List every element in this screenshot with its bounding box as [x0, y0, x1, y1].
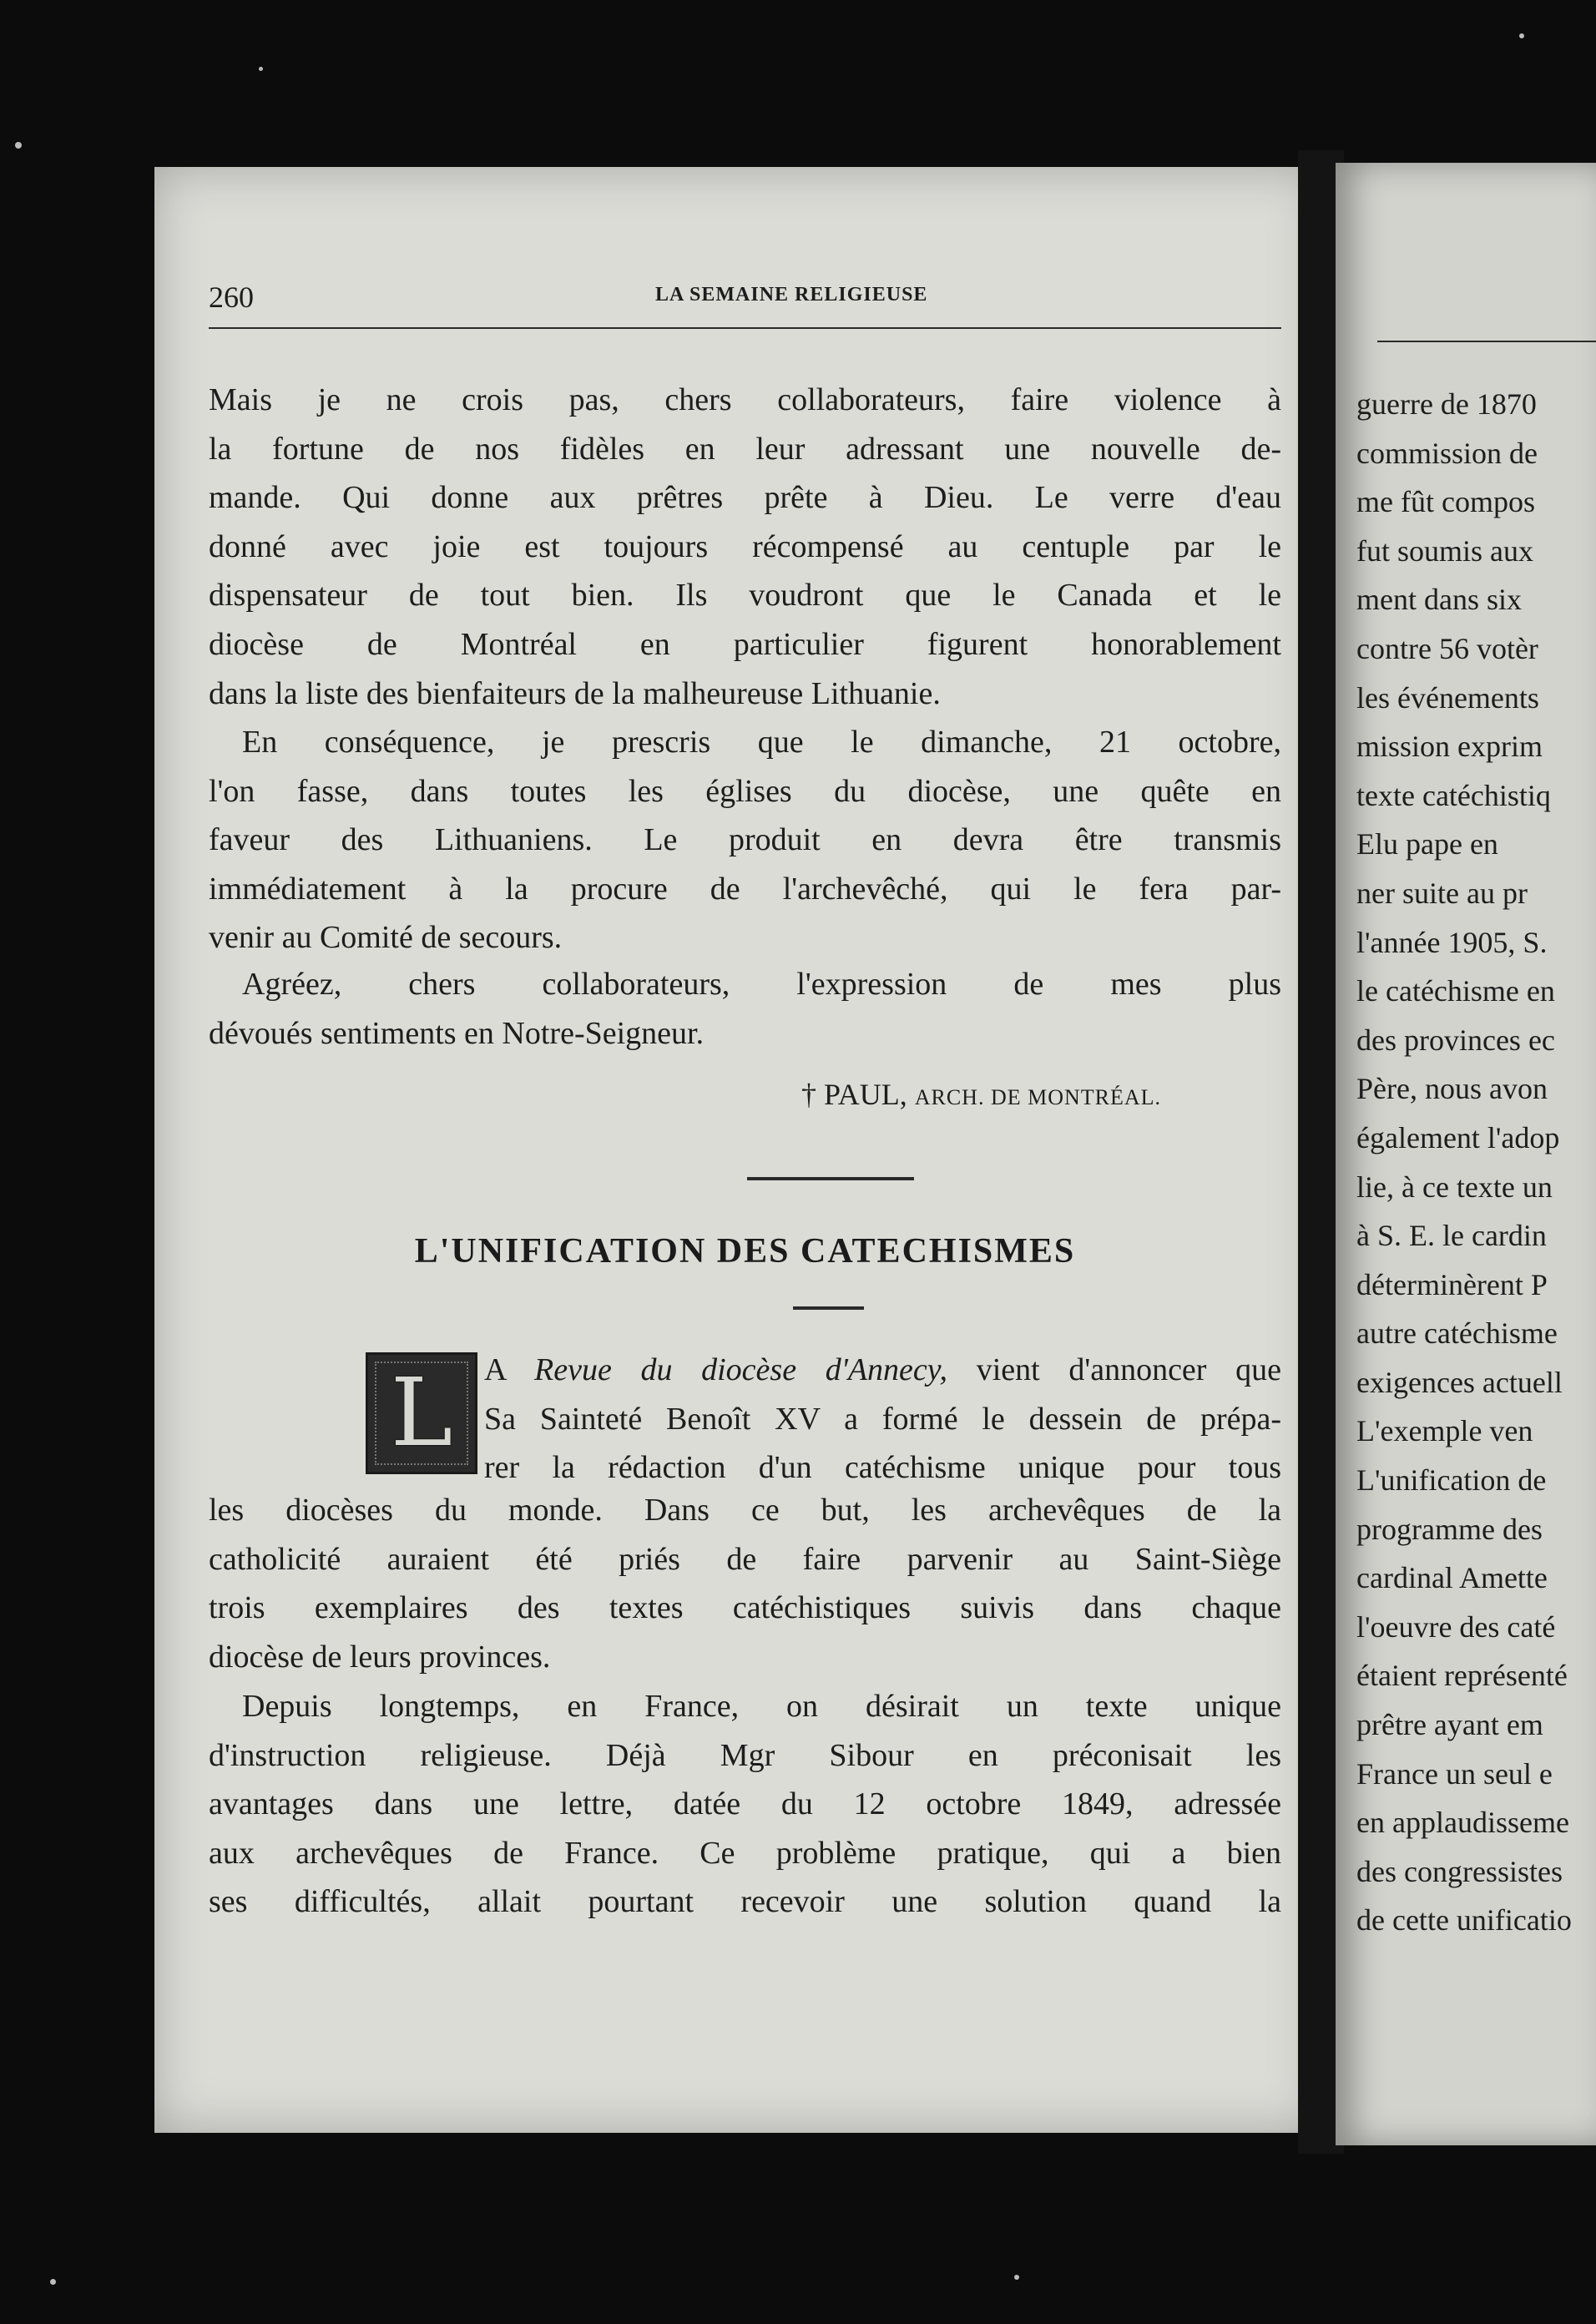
text-line: aux archevêques de France. Ce problème pratique, qui a bien	[209, 1835, 1281, 1871]
text-line: l'oeuvre des caté	[1356, 1609, 1556, 1644]
text-line: diocèse de Montréal en particulier figurent honorablement	[209, 626, 1281, 662]
text-line: commission de	[1356, 436, 1538, 470]
article-paragraph-1	[209, 1486, 1281, 1681]
text-line: prêtre ayant em	[1356, 1708, 1543, 1742]
text-line: à S. E. le cardin	[1356, 1219, 1547, 1253]
text-line: catholicité auraient été priés de faire parvenir au Saint-Siège	[209, 1541, 1281, 1577]
text-line: l'année 1905, S.	[1356, 925, 1548, 959]
text-line: exigences actuell	[1356, 1365, 1563, 1399]
ornamental-dropcap	[366, 1352, 477, 1474]
text-line: Agréez, chers collaborateurs, l'expression de mes plus	[242, 967, 1281, 1002]
text-line: avantages dans une lettre, datée du 12 octobre 1849, adressée	[209, 1786, 1281, 1822]
text-line: lie, à ce texte un	[1356, 1170, 1553, 1204]
text-line: guerre de 1870	[1356, 387, 1537, 421]
text-line: des provinces ec	[1356, 1023, 1555, 1057]
text-line: venir au Comité de secours.	[209, 920, 563, 956]
facing-page-text	[1356, 380, 1596, 1945]
text-line: autre catéchisme	[1356, 1316, 1558, 1351]
page-header	[209, 275, 1281, 326]
page-number: 260	[209, 280, 254, 314]
text-line: ner suite au pr	[1356, 876, 1528, 910]
text-line: ses difficultés, allait pourtant recevoir une solution quand la	[209, 1884, 1281, 1920]
text-line: étaient représenté	[1356, 1659, 1568, 1693]
text-line: le catéchisme en	[1356, 974, 1555, 1008]
film-speck	[15, 142, 22, 149]
text-line: Elu pape en	[1356, 827, 1498, 861]
text-line: dispensateur de tout bien. Ils voudront que le Canada et le	[209, 578, 1281, 614]
text-line: rer la rédaction d'un catéchisme unique pour tous	[484, 1450, 1281, 1486]
text-line: trois exemplaires des textes catéchistiques suivis dans chaque	[209, 1590, 1281, 1626]
letter-paragraph-3	[209, 960, 1281, 1058]
journal-name: Revue du diocèse d'Annecy,	[534, 1352, 948, 1387]
film-speck	[1519, 33, 1524, 38]
letter-paragraph-2	[209, 718, 1281, 962]
film-speck	[1014, 2275, 1019, 2280]
text-line: déterminèrent P	[1356, 1267, 1548, 1301]
text-line: L'unification de	[1356, 1463, 1547, 1498]
text-line: Depuis longtemps, en France, on désirait un texte unique	[242, 1689, 1281, 1724]
text-line: fut soumis aux	[1356, 533, 1533, 568]
text-line: Mais je ne crois pas, chers collaborateurs, faire violence à	[209, 382, 1281, 417]
article-paragraph-2	[209, 1682, 1281, 1927]
text-line: dévoués sentiments en Notre-Seigneur.	[209, 1015, 705, 1051]
film-speck	[259, 67, 263, 71]
text-line: texte catéchistiq	[1356, 778, 1551, 812]
text-line: les diocèses du monde. Dans ce but, les archevêques de la	[209, 1493, 1281, 1528]
text-line: des congressistes	[1356, 1854, 1563, 1888]
facing-header-rule	[1377, 341, 1596, 342]
text-line: Sa Sainteté Benoît XV a formé le dessein de prépa-	[484, 1401, 1281, 1437]
text-line	[484, 1346, 1281, 1395]
text-line: les événements	[1356, 680, 1539, 715]
film-speck	[50, 2279, 56, 2285]
text-line: mande. Qui donne aux prêtres prête à Dieu. Le verre d'eau	[209, 480, 1281, 516]
text-line: L'exemple ven	[1356, 1414, 1533, 1448]
text-line: également l'adop	[1356, 1120, 1560, 1154]
text-line: faveur des Lithuaniens. Le produit en devra être transmis	[209, 822, 1281, 858]
text-line: immédiatement à la procure de l'archevêché, qui le fera par-	[209, 871, 1281, 907]
text-line: En conséquence, je prescris que le dimanche, 21 octobre,	[242, 725, 1281, 760]
text-line: me fût compos	[1356, 485, 1535, 519]
text-line: d'instruction religieuse. Déjà Mgr Sibour en préconisait les	[209, 1737, 1281, 1773]
header-rule	[209, 327, 1281, 329]
text-line: contre 56 votèr	[1356, 631, 1538, 665]
dropcap-letter: L	[390, 1359, 453, 1468]
signature-name: † PAUL,	[801, 1078, 907, 1111]
text-line: de cette unificatio	[1356, 1903, 1572, 1938]
text-line: cardinal Amette	[1356, 1561, 1548, 1595]
text-line: en applaudisseme	[1356, 1806, 1569, 1840]
text-line: ment dans six	[1356, 583, 1522, 617]
section-divider	[747, 1177, 914, 1180]
text-line: diocèse de leurs provinces.	[209, 1639, 551, 1675]
article-title: L'UNIFICATION DES CATECHISMES	[414, 1232, 1076, 1271]
text-line: l'on fasse, dans toutes les églises du diocèse, une quête en	[209, 773, 1281, 809]
running-title: LA SEMAINE RELIGIEUSE	[655, 284, 928, 306]
text-line: France un seul e	[1356, 1756, 1553, 1791]
article-opening-lines	[484, 1346, 1281, 1493]
opening-text: A	[484, 1352, 534, 1387]
opening-text: vient d'annoncer que	[947, 1352, 1281, 1387]
title-divider	[793, 1306, 864, 1310]
signature	[801, 1077, 1161, 1112]
letter-paragraph-1	[209, 376, 1281, 718]
text-line: dans la liste des bienfaiteurs de la malheureuse Lithuanie.	[209, 675, 941, 711]
text-line: donné avec joie est toujours récompensé au centuple par le	[209, 528, 1281, 564]
text-line: mission exprim	[1356, 730, 1543, 764]
text-line: Père, nous avon	[1356, 1072, 1548, 1106]
signature-title: ARCH. DE MONTRÉAL.	[914, 1085, 1162, 1109]
text-line: programme des	[1356, 1512, 1543, 1546]
text-line: la fortune de nos fidèles en leur adressant une nouvelle de-	[209, 431, 1281, 467]
